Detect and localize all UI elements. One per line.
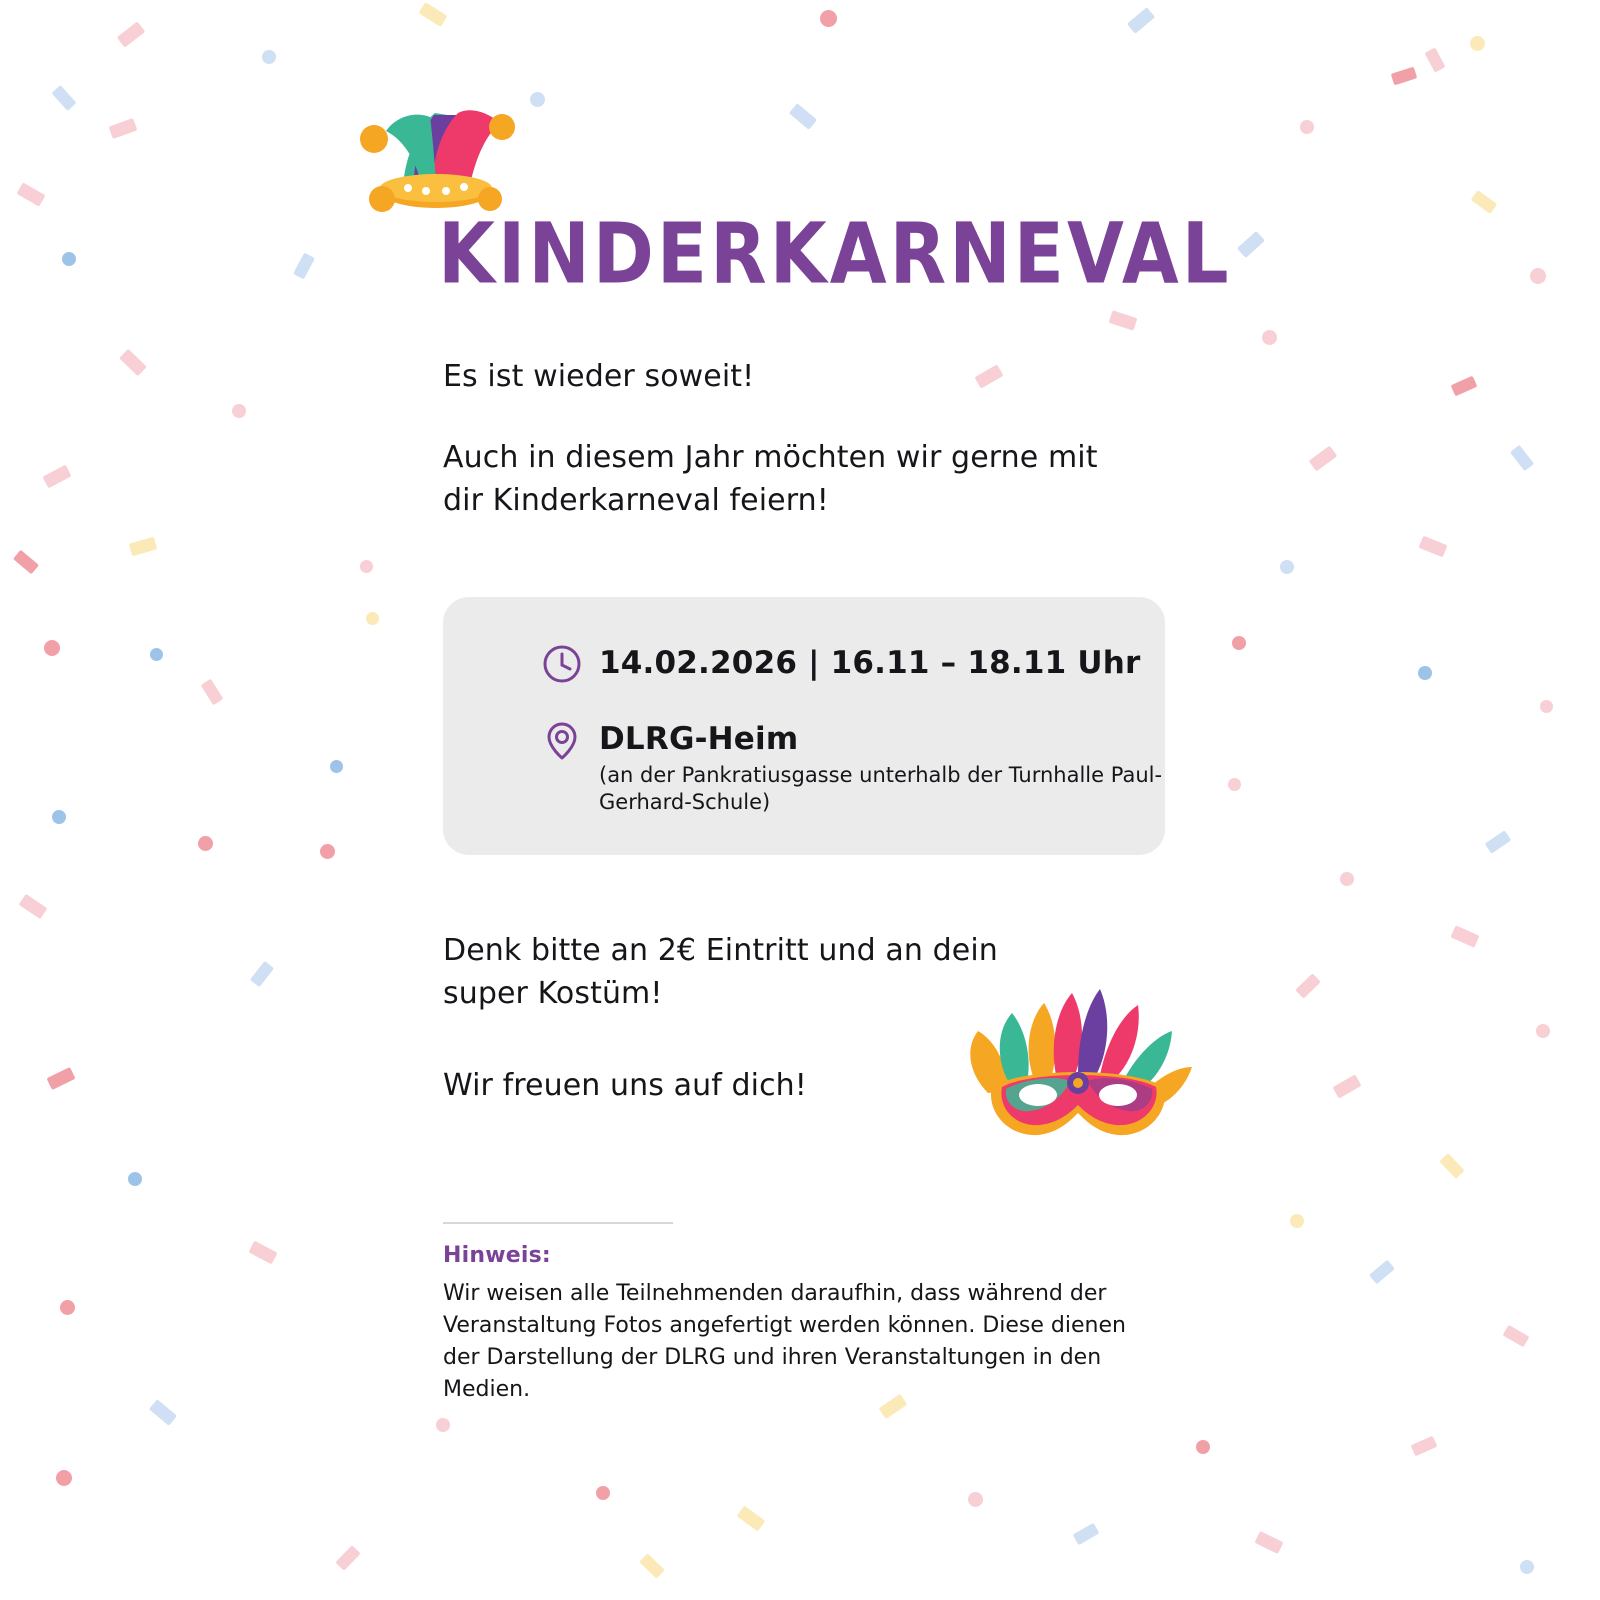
event-info-card: [443, 597, 1165, 855]
event-datetime: 14.02.2026 | 16.11 – 18.11 Uhr: [599, 645, 1141, 681]
note-title: Hinweis:: [443, 1243, 551, 1268]
location-detail: (an der Pankratiusgasse unterhalb der Turnhalle Paul-Gerhard-Schule): [599, 763, 1163, 815]
datetime-row: [539, 641, 1141, 687]
invitation-text: Auch in diesem Jahr möchten wir gerne mit dir Kinderkarneval feiern!: [443, 440, 1098, 518]
location-name: DLRG-Heim: [599, 721, 799, 757]
location-row: [539, 717, 1165, 817]
page-title: KINDERKARNEVAL: [438, 205, 1232, 303]
entry-fee-text: Denk bitte an 2€ Eintritt und an dein super Kostüm!: [443, 933, 998, 1011]
note-text: Wir weisen alle Teilnehmenden daraufhin, dass während der Veranstaltung Fotos angefertigt werden können. Diese dienen der Darstellung der DLRG und ihren Veranstaltungen in den Medien.: [443, 1281, 1126, 1402]
clock-icon: [539, 641, 585, 687]
location-text-group: [599, 717, 1165, 817]
location-pin-icon: [539, 717, 585, 763]
footer-divider: [443, 1222, 673, 1224]
intro-text: Es ist wieder soweit!: [443, 359, 755, 394]
closing-text: Wir freuen uns auf dich!: [443, 1068, 807, 1103]
carnival-mask-icon: [952, 975, 1202, 1150]
